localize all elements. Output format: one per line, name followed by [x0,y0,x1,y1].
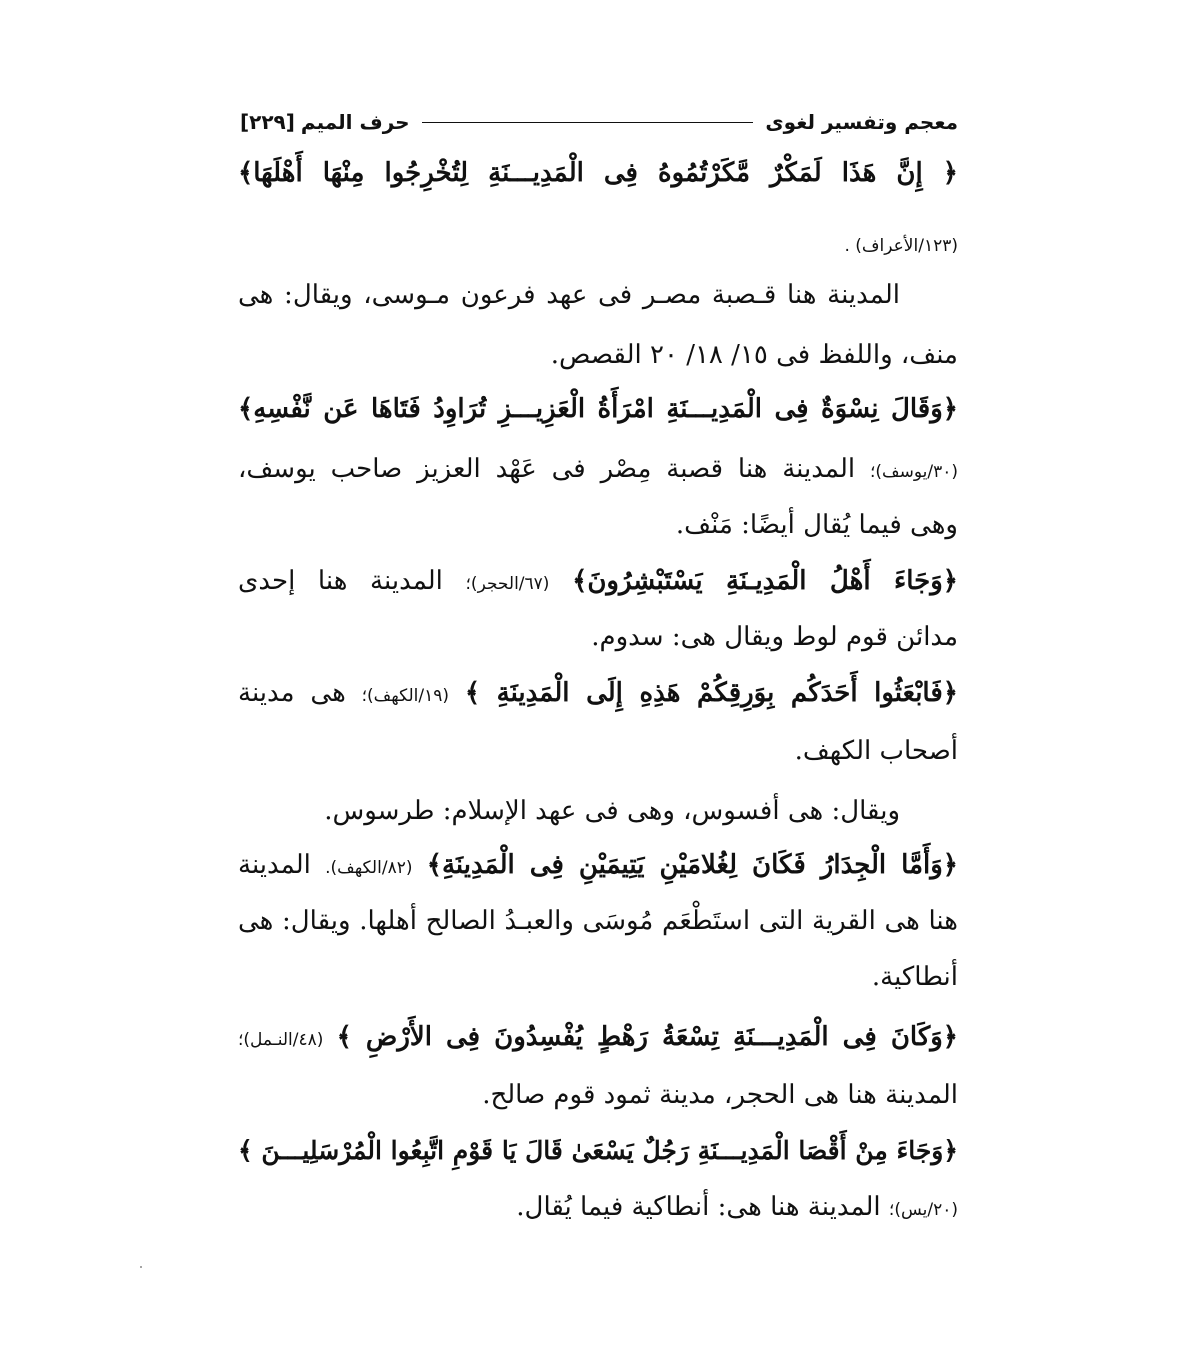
text-line [238,962,958,993]
paragraph-text: أنطاكية. [871,962,958,992]
verse-reference: (٣٠/يوسف)؛ [869,462,958,482]
book-title: معجم وتفسير لغوى [765,110,958,134]
text-line [238,796,900,827]
scan-speck [140,1266,142,1268]
quran-verse: ﴿وَقَالَ نِسْوَةٌ فِى الْمَدِيـــنَةِ امْرَأَةُ الْعَزِيـــزِ تُرَاوِدُ فَتَاهَا عَن نَّفْسِهِ﴾ [238,394,958,424]
page-number: [٢٢٩] [240,110,295,134]
paragraph-text: المدينة هنا هى الحجر، مدينة ثمود قوم صالح. [482,1080,958,1110]
quran-verse: ﴿فَابْعَثُوا أَحَدَكُم بِوَرِقِكُمْ هَذِهِ إِلَى الْمَدِينَةِ ﴾ [464,678,959,708]
paragraph-text: المدينة هنا قصبة مِصْر فى عَهْد العزيز صاحب يوسف، [238,454,856,484]
paragraph-text: هى مدينة [238,678,346,708]
text-line [238,850,958,881]
quran-verse: ﴿ إِنَّ هَذَا لَمَكْرٌ مَّكَرْتُمُوهُ فِى الْمَدِيـــنَةِ لِتُخْرِجُوا مِنْهَا أَهْلَهَا﴾ [238,158,958,188]
text-line [238,678,958,709]
paragraph-text: المدينة هنا إحدى [238,566,443,596]
text-line [238,158,958,189]
paragraph-text: هنا هى القرية التى استَطْعَم مُوسَى والعبـدُ الصالح أهلها. ويقال: هى [238,906,958,936]
text-line [238,736,958,767]
running-header [240,104,958,140]
header-rule [422,122,754,123]
quran-verse: ﴿وَأَمَّا الْجِدَارُ فَكَانَ لِغُلامَيْنِ يَتِيمَيْنِ فِى الْمَدِينَةِ﴾ [426,850,959,880]
text-line [238,510,958,541]
text-line [238,280,900,311]
text-line [238,394,958,425]
verse-reference: (٢٠/يس)؛ [888,1200,958,1220]
quran-verse: ﴿وَجَاءَ أَهْلُ الْمَدِيـنَةِ يَسْتَبْشِرُونَ﴾ [572,566,958,596]
paragraph-text: المدينة هنا قـصبة مصـر فى عهد فرعون مـوسى، ويقال: هى [238,280,900,310]
verse-reference: (٦٧/الحجر)؛ [465,574,550,594]
text-line [238,622,958,653]
quran-verse: ﴿وَكَانَ فِى الْمَدِيـــنَةِ تِسْعَةُ رَهْطٍ يُفْسِدُونَ فِى الأَرْضِ ﴾ [336,1022,958,1052]
verse-reference: (١٩/الكهف)؛ [361,686,449,706]
text-line [238,340,958,371]
text-line [238,228,958,259]
text-line [238,454,958,485]
paragraph-text: أصحاب الكهف. [794,736,958,766]
chapter-title: حرف الميم [300,110,410,134]
paragraph-text: وهى فيما يُقال أيضًا: مَنْف. [675,510,958,540]
paragraph-text: ويقال: هى أفسوس، وهى فى عهد الإسلام: طرسوس. [324,796,900,826]
quran-verse: ﴿وَجَاءَ مِنْ أَقْصَا الْمَدِيـــنَةِ رَجُلٌ يَسْعَىٰ قَالَ يَا قَوْمِ اتَّبِعُوا الْمُرْسَلِيـــنَ ﴾ [238,1136,958,1165]
text-line [238,906,958,937]
paragraph-text: مدائن قوم لوط ويقال هى: سدوم. [591,622,958,652]
text-line [238,1080,958,1111]
text-line [238,1022,958,1053]
text-line [238,1136,958,1167]
text-line [238,1192,958,1223]
paragraph-text: منف، واللفظ فى ١٥/ ١٨/ ٢٠ القصص. [550,340,958,370]
verse-reference: (٨٢/الكهف). [325,858,413,878]
verse-reference: (٤٨/النـمل)؛ [238,1030,324,1050]
paragraph-text: المدينة هنا هى: أنطاكية فيما يُقال. [516,1192,881,1222]
text-line [238,566,958,597]
paragraph-text: المدينة [238,850,311,880]
verse-reference: (١٢٣/الأعراف) . [844,236,958,256]
